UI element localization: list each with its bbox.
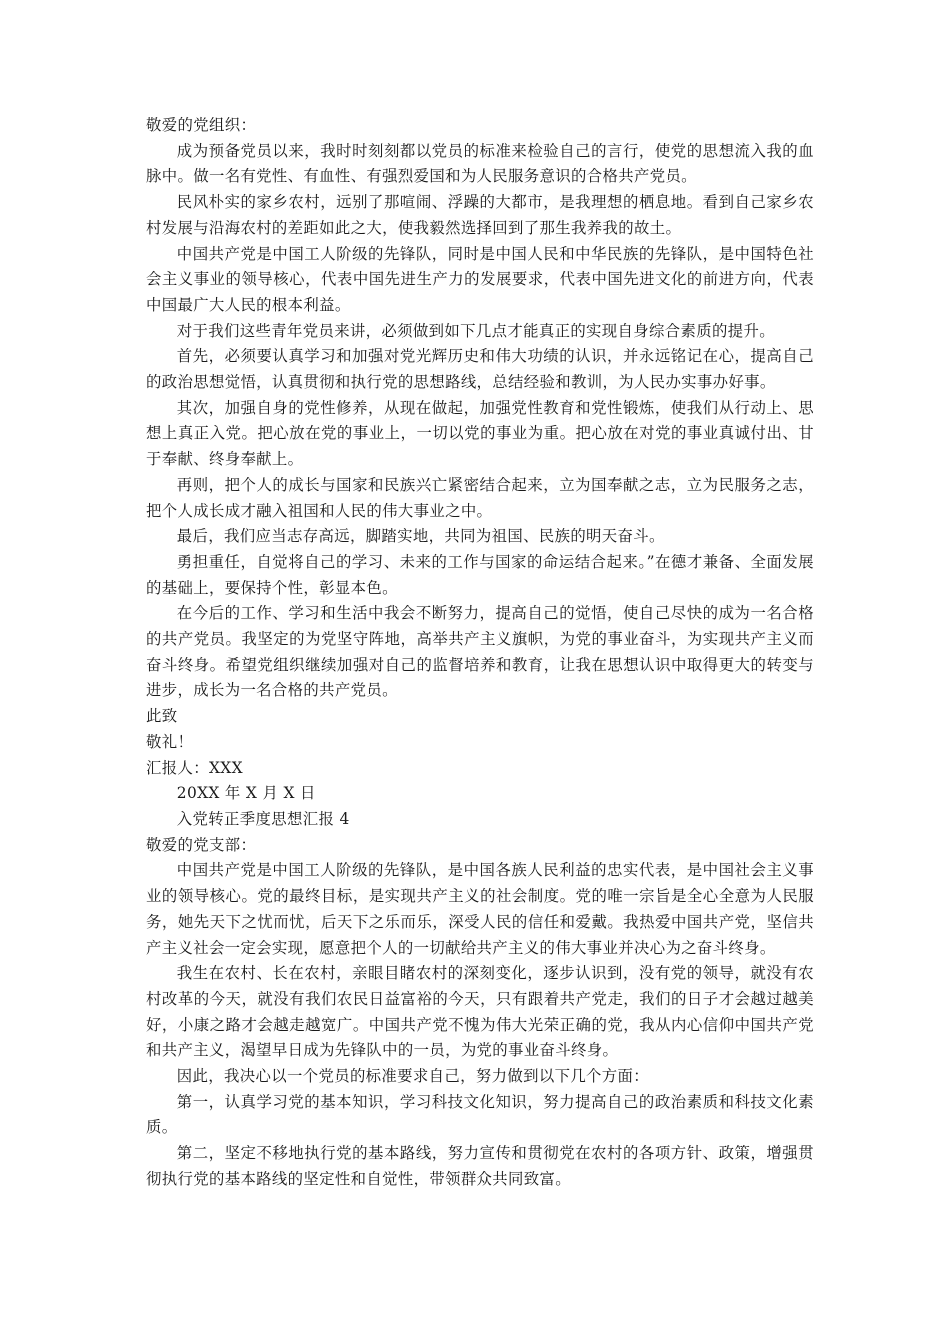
letter2-title: 入党转正季度思想汇报 4 [176,809,350,828]
letter2-paragraph: 我生在农村、长在农村，亲眼目睹农村的深刻变化，逐步认识到，没有党的领导，就没有农村改革的今天，就没有我们农民日益富裕的今天，只有跟着共产党走，我们的日子才会越过越美好，小康之路才会越走越宽广。中国共产党不愧为伟大光荣正确的党，我从内心信仰中国共产党和共产主义，渴望早日成为先锋队中的一员，为党的事业奋斗终身。 [146,964,814,1060]
letter2-salutation: 敬爱的党支部： [146,835,257,854]
letter1-paragraph: 其次，加强自身的党性修养，从现在做起，加强党性教育和党性锻炼，使我们从行动上、思想上真正入党。把心放在党的事业上，一切以党的事业为重。把心放在对党的事业真诚付出、甘于奉献、终身奉献上。 [146,398,814,469]
letter1-date: 20XX 年 X 月 X 日 [176,784,316,803]
letter2-paragraph: 中国共产党是中国工人阶级的先锋队，是中国各族人民利益的忠实代表，是中国社会主义事业的领导核心。党的最终目标，是实现共产主义的社会制度。党的唯一宗旨是全心全意为人民服务，她先天下之忧而忧，后天下之乐而乐，深受人民的信任和爱戴。我热爱中国共产党，坚信共产主义社会一定会实现，愿意把个人的一切献给共产主义的伟大事业并决心为之奋斗终身。 [146,861,814,957]
letter1-paragraph: 最后，我们应当志存高远，脚踏实地，共同为祖国、民族的明天奋斗。 [176,527,665,546]
letter2-paragraph: 因此，我决心以一个党员的标准要求自己，努力做到以下几个方面： [176,1067,650,1086]
letter1-closing: 此致 [146,707,178,726]
letter1-paragraph: 再则，把个人的成长与国家和民族兴亡紧密结合起来，立为国奉献之志，立为民服务之志，把个人成长成才融入祖国和人民的伟大事业之中。 [146,475,814,520]
letter2-paragraph: 第一，认真学习党的基本知识，学习科技文化知识，努力提高自己的政治素质和科技文化素质。 [146,1092,814,1137]
letter1-reporter: 汇报人：XXX [146,758,243,777]
letter1-paragraph: 成为预备党员以来，我时时刻刻都以党员的标准来检验自己的言行，使党的思想流入我的血脉中。做一名有党性、有血性、有强烈爱国和为人民服务意识的合格共产党员。 [146,141,814,186]
letter1-paragraph: 中国共产党是中国工人阶级的先锋队，同时是中国人民和中华民族的先锋队，是中国特色社会主义事业的领导核心，代表中国先进生产力的发展要求，代表中国先进文化的前进方向，代表中国最广大人民的根本利益。 [146,244,814,314]
letter1-paragraph: 首先，必须要认真学习和加强对党光辉历史和伟大功绩的认识，并永远铭记在心，提高自己的政治思想觉悟，认真贯彻和执行党的思想路线，总结经验和教训，为人民办实事办好事。 [146,347,814,392]
letter1-paragraph: 对于我们这些青年党员来讲，必须做到如下几点才能真正的实现自身综合素质的提升。 [176,321,775,340]
letter1-salutation: 敬爱的党组织： [146,116,257,134]
letter2-paragraph: 第二，坚定不移地执行党的基本路线，努力宣传和贯彻党在农村的各项方针、政策，增强贯彻执行党的基本路线的坚定性和自觉性，带领群众共同致富。 [146,1144,814,1188]
letter1-paragraph: 勇担重任，自觉将自己的学习、未来的工作与国家的命运结合起来。”在德才兼备、全面发展的基础上，要保持个性，彰显本色。 [146,552,814,597]
letter1-paragraph: 民风朴实的家乡农村，远别了那喧闹、浮躁的大都市，是我理想的栖息地。看到自己家乡农村发展与沿海农村的差距如此之大，使我毅然选择回到了那生我养我的故土。 [146,193,814,237]
letter1-paragraph: 在今后的工作、学习和生活中我会不断努力，提高自己的觉悟，使自己尽快的成为一名合格的共产党员。我坚定的为党坚守阵地，高举共产主义旗帜，为党的事业奋斗，为实现共产主义而奋斗终身。希望党组织继续加强对自己的监督培养和教育，让我在思想认识中取得更大的转变与进步，成长为一名合格的共产党员。 [146,604,814,700]
letter1-closing: 敬礼！ [146,732,194,751]
document-page [146,113,814,1193]
